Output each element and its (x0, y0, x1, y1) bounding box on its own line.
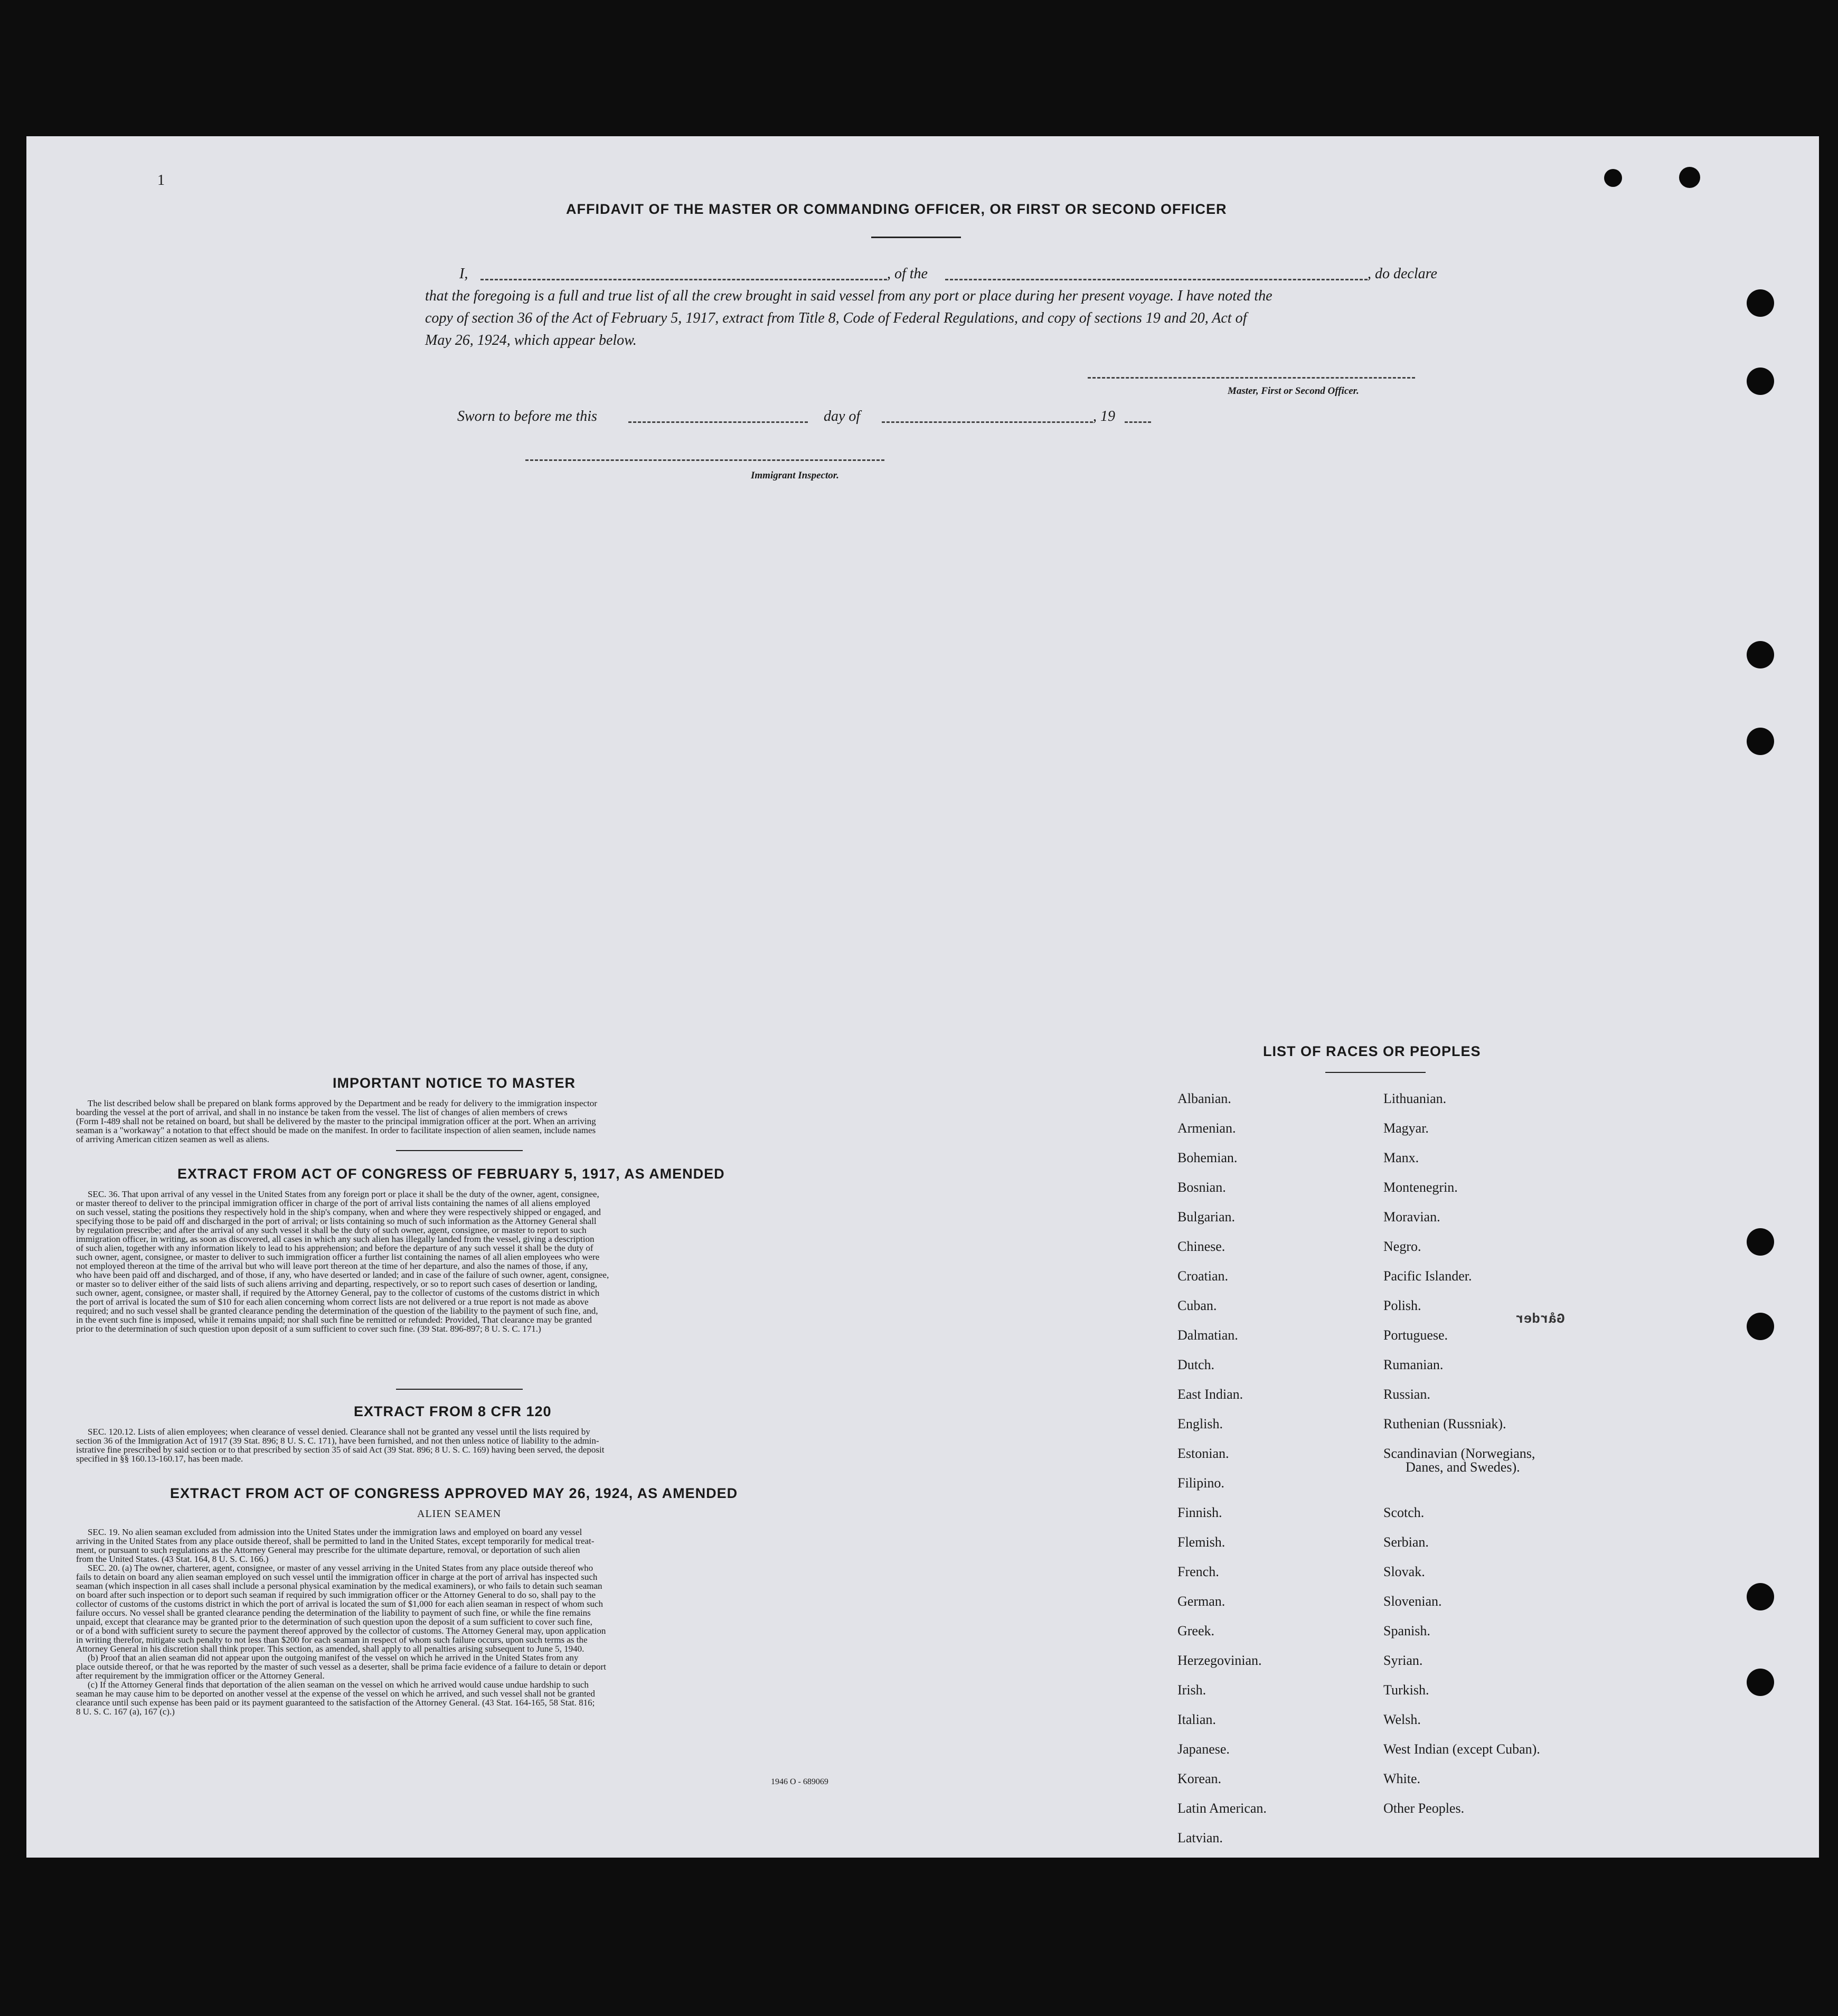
year-text: , 19 (1093, 408, 1115, 425)
cfr-title: EXTRACT FROM 8 CFR 120 (354, 1403, 552, 1419)
race-item: Montenegrin. (1383, 1180, 1458, 1195)
race-item: Lithuanian. (1383, 1091, 1447, 1106)
extract-line: or master thereof to deliver to the principal immigration officer in charge of the port of arrival lists containing the names of all aliens employed (76, 1198, 590, 1208)
race-item-continuation: Danes, and Swedes). (1406, 1459, 1520, 1475)
race-item: East Indian. (1177, 1387, 1243, 1402)
extract-line: in writing therefor, mitigate such penalty to not less than $200 for each seaman in respect of whom such failure occurs, upon such terms as the (76, 1635, 588, 1645)
affidavit-declare: , do declare (1368, 266, 1437, 282)
race-item: Russian. (1383, 1387, 1430, 1402)
extract-1917-body (76, 1190, 852, 1333)
extract-line: clearance until such expense has been paid or its payment guaranteed to the satisfaction of the Attorney General. (43 Stat. 164-165, 58 Stat. 816; (76, 1698, 595, 1708)
race-item: English. (1177, 1416, 1223, 1431)
race-item: Dutch. (1177, 1357, 1215, 1372)
name-blank (480, 279, 887, 280)
extract-line: seaman (which inspection in all cases shall include a personal physical examination by the medical examiners), or who fails to detain such seaman (76, 1581, 602, 1591)
notice-line: (Form I-489 shall not be retained on board, but shall be delivered by the master to the principal immigration officer at the port. When an arriving (76, 1116, 596, 1126)
race-item: French. (1177, 1564, 1219, 1579)
master-caption: Master, First or Second Officer. (1228, 385, 1359, 397)
extract-line: by regulation prescribe; and after the arrival of any such vessel it shall be the duty of such owner, agent, consignee, or master to report to such (76, 1225, 587, 1235)
affidavit-of-the: , of the (887, 266, 928, 282)
race-item: White. (1383, 1771, 1421, 1786)
punch-hole-icon (1747, 1228, 1774, 1256)
extract-line: fails to detain on board any alien seaman employed on such vessel until the immigration officer in charge at the port of arrival has inspected such (76, 1572, 598, 1582)
notice-line: The list described below shall be prepared on blank forms approved by the Department and be ready for delivery to the immigration inspector (88, 1098, 597, 1108)
extract-1924-body (76, 1528, 852, 1716)
extract-line: (b) Proof that an alien seaman did not appear upon the outgoing manifest of the vessel on which he arrived in the United States from any (88, 1653, 579, 1663)
print-code: 1946 O - 689069 (771, 1777, 828, 1786)
punch-hole-icon (1604, 169, 1622, 187)
race-item: Estonian. (1177, 1446, 1229, 1461)
extract-line: arriving in the United States from any place outside thereof, shall be permitted to land in the United States, except temporarily for medical treat- (76, 1536, 595, 1546)
extract-line: or master so to deliver either of the said lists of such aliens arriving and departing, respectively, or so to report such cases of desertion or landing, (76, 1279, 597, 1289)
cfr-line: section 36 of the Immigration Act of 1917 (39 Stat. 896; 8 U. S. C. 171), have been furnished, and not then unless notice of liability to the admin- (76, 1436, 599, 1446)
extract-line: prior to the determination of such question upon deposit of a sum sufficient to cover such fine. (39 Stat. 896-897; 8 U. S. C. 171.) (76, 1324, 541, 1334)
extract-1924-title: EXTRACT FROM ACT OF CONGRESS APPROVED MAY 26, 1924, AS AMENDED (170, 1485, 738, 1501)
extract-line: place outside thereof, or that he was reported by the master of such vessel as a deserter, shall be prima facie evidence of a failure to detain or deport (76, 1662, 606, 1672)
extract-line: from the United States. (43 Stat. 164, 8 U. S. C. 166.) (76, 1554, 269, 1564)
title-rule (871, 237, 961, 238)
race-item: Negro. (1383, 1239, 1421, 1254)
race-item: Magyar. (1383, 1120, 1429, 1136)
extract-line: such owner, agent, consignee, or master shall, if required by the Attorney General, pay to the collector of customs of the customs district in which (76, 1288, 600, 1298)
race-item: Japanese. (1177, 1741, 1230, 1757)
extract-line: the port of arrival is located the sum of $10 for each alien concerning whom correct lists are not delivered or a true report is not made as above (76, 1297, 589, 1307)
race-item: Welsh. (1383, 1712, 1421, 1727)
notice-line: of arriving American citizen seamen as well as aliens. (76, 1134, 269, 1144)
race-item: Pacific Islander. (1383, 1268, 1472, 1284)
section-rule (396, 1150, 523, 1151)
day-of-text: day of (824, 408, 861, 425)
notice-title: IMPORTANT NOTICE TO MASTER (333, 1075, 576, 1091)
affidavit-line3: copy of section 36 of the Act of February 5, 1917, extract from Title 8, Code of Federal Regulations, and copy of sections 19 and 20, Act of (425, 310, 1247, 326)
race-item: Turkish. (1383, 1682, 1429, 1698)
affidavit-line2: that the foregoing is a full and true list of all the crew brought in said vessel from any port or place during her present voyage. I have noted the (425, 288, 1273, 304)
extract-line: (c) If the Attorney General finds that deportation of the alien seaman on the vessel on which he arrived would cause undue hardship to such (88, 1680, 589, 1690)
extract-line: ment, or pursuant to such regulations as the Attorney General may prescribe for the ultimate departure, removal, or deportation of such alien (76, 1545, 580, 1555)
punch-hole-icon (1747, 1583, 1774, 1610)
sworn-day-blank (628, 421, 808, 423)
race-item: Bosnian. (1177, 1180, 1226, 1195)
race-item: Latin American. (1177, 1801, 1267, 1816)
race-item: Moravian. (1383, 1209, 1440, 1224)
affidavit-line4: May 26, 1924, which appear below. (425, 332, 637, 348)
extract-line: SEC. 36. That upon arrival of any vessel in the United States from any foreign port or place it shall be the duty of the owner, agent, consignee, (88, 1189, 599, 1199)
cfr-line: istrative fine prescribed by said section or to that prescribed by section 35 of said Act (39 Stat. 896; 8 U. S. C. 169) having been served, the deposit (76, 1445, 605, 1455)
extract-line: after requirement by the immigration officer or the Attorney General. (76, 1671, 325, 1681)
race-item: Armenian. (1177, 1120, 1236, 1136)
document-page (26, 136, 1819, 1858)
race-item: Bohemian. (1177, 1150, 1238, 1165)
race-item: Slovak. (1383, 1564, 1425, 1579)
punch-hole-icon (1679, 167, 1700, 188)
punch-hole-icon (1747, 289, 1774, 317)
extract-line: not employed thereon at the time of the arrival but who will leave port thereon at the time of her departure, and also the names of those, if any, (76, 1261, 588, 1271)
bleed-through-text: Gårder (1515, 1311, 1565, 1327)
race-item: Scandinavian (Norwegians, (1383, 1446, 1535, 1461)
extract-line: required; and no such vessel shall be granted clearance pending the determination of the question of the liability to the payment of such fine, and, (76, 1306, 598, 1316)
margin-mark: 1 (157, 172, 165, 189)
punch-hole-icon (1747, 1313, 1774, 1340)
race-item: Rumanian. (1383, 1357, 1444, 1372)
notice-line: seaman is a "workaway" a notation to that effect should be made on the manifest. In order to facilitate inspection of alien seamen, include names (76, 1125, 596, 1135)
master-signature-line (1088, 377, 1415, 379)
punch-hole-icon (1747, 1669, 1774, 1696)
race-item: Dalmatian. (1177, 1327, 1238, 1343)
race-item: Latvian. (1177, 1830, 1223, 1845)
extract-line: Attorney General in his discretion shall think proper. This section, as amended, shall apply to all penalties arising subsequent to June 5, 1940. (76, 1644, 585, 1654)
extract-line: specifying those to be paid off and discharged in the port of arrival; or lists containing so much of such information as the Attorney General shall (76, 1216, 597, 1226)
race-item: Spanish. (1383, 1623, 1430, 1638)
race-item: Slovenian. (1383, 1594, 1442, 1609)
race-item: Scotch. (1383, 1505, 1425, 1520)
extract-line: 8 U. S. C. 167 (a), 167 (c).) (76, 1707, 175, 1717)
race-item: Serbian. (1383, 1534, 1429, 1550)
cfr-line: SEC. 120.12. Lists of alien employees; when clearance of vessel denied. Clearance shall not be granted any vessel until the lists required by (88, 1427, 590, 1437)
races-title: LIST OF RACES OR PEOPLES (1263, 1043, 1481, 1059)
extract-line: immigration officer, in writing, as soon as discovered, all cases in which any such alien has illegally landed from the vessel, giving a description (76, 1234, 595, 1244)
extract-line: collector of customs of the customs district in which the port of arrival is located the sum of $1,000 for each alien seaman in respect of whom such (76, 1599, 604, 1609)
section-rule (396, 1389, 523, 1390)
extract-line: such owner, agent, consignee, or master to deliver to such immigration officer a further list containing the names of all alien employees who were (76, 1252, 600, 1262)
race-item: Other Peoples. (1383, 1801, 1465, 1816)
extract-line: seaman he may cause him to be deported on another vessel at the expense of the vessel on which he arrived, and such vessel shall not be granted (76, 1689, 595, 1699)
race-item: Finnish. (1177, 1505, 1222, 1520)
alien-seamen-subtitle: ALIEN SEAMEN (417, 1508, 502, 1520)
punch-hole-icon (1747, 728, 1774, 755)
extract-line: or of a bond with sufficient surety to secure the payment thereof approved by the collector of customs. The Attorney General may, upon application (76, 1626, 606, 1636)
race-item: Bulgarian. (1177, 1209, 1236, 1224)
race-item: Herzegovinian. (1177, 1653, 1262, 1668)
races-title-rule (1325, 1072, 1426, 1073)
punch-hole-icon (1747, 368, 1774, 395)
race-item: Syrian. (1383, 1653, 1423, 1668)
extract-line: who have been paid off and discharged, and of those, if any, who have deserted or landed; and in case of the failure of such owner, agent, consignee, (76, 1270, 609, 1280)
race-item: Chinese. (1177, 1239, 1226, 1254)
inspector-signature-line (525, 459, 884, 461)
race-item: Flemish. (1177, 1534, 1226, 1550)
race-item: Cuban. (1177, 1298, 1217, 1313)
race-item: West Indian (except Cuban). (1383, 1741, 1540, 1757)
race-item: Irish. (1177, 1682, 1207, 1698)
extract-line: SEC. 20. (a) The owner, charterer, agent, consignee, or master of any vessel arriving in the United States from any place outside thereof who (88, 1563, 593, 1573)
race-item: Manx. (1383, 1150, 1419, 1165)
punch-hole-icon (1747, 641, 1774, 668)
affidavit-title: AFFIDAVIT OF THE MASTER OR COMMANDING OFFICER, OR FIRST OR SECOND OFFICER (566, 201, 1227, 217)
race-item: Ruthenian (Russniak). (1383, 1416, 1506, 1431)
extract-1917-title: EXTRACT FROM ACT OF CONGRESS OF FEBRUARY 5, 1917, AS AMENDED (177, 1166, 725, 1182)
race-item: Croatian. (1177, 1268, 1229, 1284)
extract-line: failure occurs. No vessel shall be granted clearance pending the determination of the liability to payment of such fine, or while the fine remains (76, 1608, 591, 1618)
extract-line: in the event such fine is imposed, while it remains unpaid; nor shall such fine be remitted or refunded: Provided, That clearance may be granted (76, 1315, 592, 1325)
cfr-body (76, 1427, 852, 1463)
extract-line: of such alien, together with any information likely to lead to his apprehension; and before the departure of any such vessel it shall be the duty of (76, 1243, 593, 1253)
race-item: Korean. (1177, 1771, 1222, 1786)
extract-line: on such vessel, stating the positions they respectively hold in the ship's company, when and where they were respectively shipped or engaged, and (76, 1207, 601, 1217)
extract-line: on board after such inspection or to deport such seaman if required by such immigration officer or the Attorney General to do so, shall pay to the (76, 1590, 596, 1600)
race-item: Polish. (1383, 1298, 1421, 1313)
extract-line: unpaid, except that clearance may be granted prior to the determination of such question upon the deposit of a sum sufficient to cover such fine, (76, 1617, 592, 1627)
inspector-caption: Immigrant Inspector. (751, 470, 839, 481)
race-item: German. (1177, 1594, 1226, 1609)
race-item: Italian. (1177, 1712, 1216, 1727)
affidavit-line1-start: I, (459, 266, 468, 282)
notice-body (76, 1099, 852, 1144)
vessel-blank (945, 279, 1368, 280)
extract-line: SEC. 19. No alien seaman excluded from admission into the United States under the immigration laws and employed on board any vessel (88, 1527, 582, 1537)
cfr-line: specified in §§ 160.13-160.17, has been made. (76, 1454, 243, 1464)
race-item: Albanian. (1177, 1091, 1231, 1106)
month-blank (882, 421, 1093, 423)
race-item: Portuguese. (1383, 1327, 1448, 1343)
race-item: Filipino. (1177, 1475, 1224, 1491)
sworn-text: Sworn to before me this (457, 408, 597, 425)
race-item: Greek. (1177, 1623, 1215, 1638)
year-blank (1125, 421, 1151, 423)
notice-line: boarding the vessel at the port of arrival, and shall in no instance be taken from the vessel. The list of changes of alien members of crews (76, 1107, 568, 1117)
